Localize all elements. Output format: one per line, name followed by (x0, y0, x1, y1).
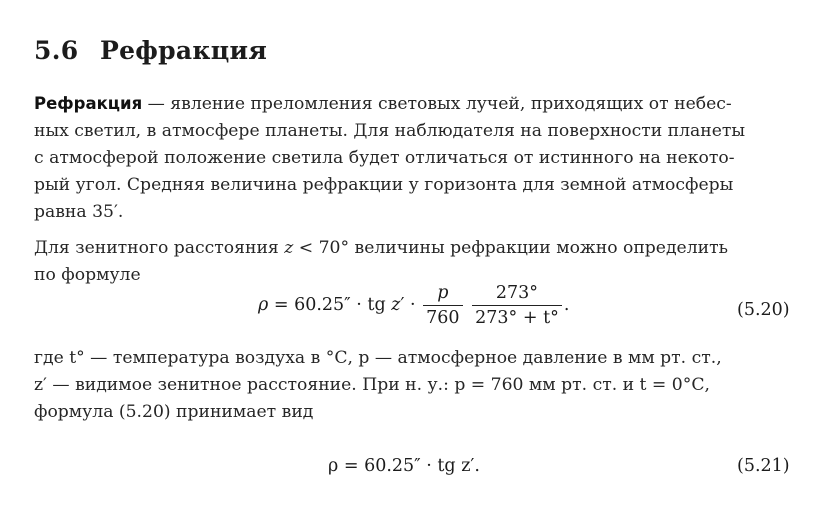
defined-term: Рефракция (34, 94, 143, 113)
paragraph-3-line-3: формула (5.20) принимает вид (34, 402, 314, 422)
paragraph-1-line-1-text: — явление преломления световых лучей, приходящих от небес- (142, 94, 732, 114)
fraction-temperature (472, 282, 562, 329)
section-title: Рефракция (100, 36, 268, 65)
paragraph-1-line-1 (34, 94, 732, 114)
variable-z-prime: z (391, 295, 401, 315)
section-number: 5.6 (34, 36, 79, 65)
section-heading (34, 36, 267, 65)
fraction-pressure-numerator: p (423, 282, 462, 306)
fraction-pressure (423, 282, 462, 329)
fraction-pressure-denominator: 760 (426, 308, 460, 328)
equation-5-21: ρ = 60.25″ · tg z′. (328, 456, 480, 476)
prime-and-dot: ′ · (400, 295, 416, 315)
paragraph-1-line-5: равна 35′. (34, 202, 124, 222)
equation-number-5-21: (5.21) (737, 456, 790, 476)
paragraph-2-line-1-post: < 70° величины рефракции можно определить (293, 238, 728, 258)
equation-5-20-period: . (563, 295, 570, 315)
equation-number-5-20: (5.20) (737, 300, 790, 320)
paragraph-2-line-1 (34, 238, 728, 258)
paragraph-1-line-3: с атмосферой положение светила будет отличаться от истинного на некото- (34, 148, 735, 168)
paragraph-2-line-2: по формуле (34, 265, 141, 285)
rho-symbol: ρ (258, 295, 269, 315)
paragraph-3-line-2: z′ — видимое зенитное расстояние. При н. у.: p = 760 мм рт. ст. и t = 0°С, (34, 375, 710, 395)
equation-5-20 (258, 282, 569, 329)
variable-z: z (284, 238, 294, 258)
paragraph-1-line-2: ных светил, в атмосфере планеты. Для наблюдателя на поверхности планеты (34, 121, 746, 141)
fraction-temperature-numerator: 273° (472, 282, 562, 306)
paragraph-1-line-4: рый угол. Средняя величина рефракции у горизонта для земной атмосферы (34, 175, 734, 195)
equation-5-20-coefficient: = 60.25″ · tg (268, 295, 392, 315)
fraction-temperature-denominator: 273° + t° (475, 308, 559, 328)
paragraph-3-line-1: где t° — температура воздуха в °С, p — атмосферное давление в мм рт. ст., (34, 348, 722, 368)
paragraph-2-line-1-pre: Для зенитного расстояния (34, 238, 285, 258)
